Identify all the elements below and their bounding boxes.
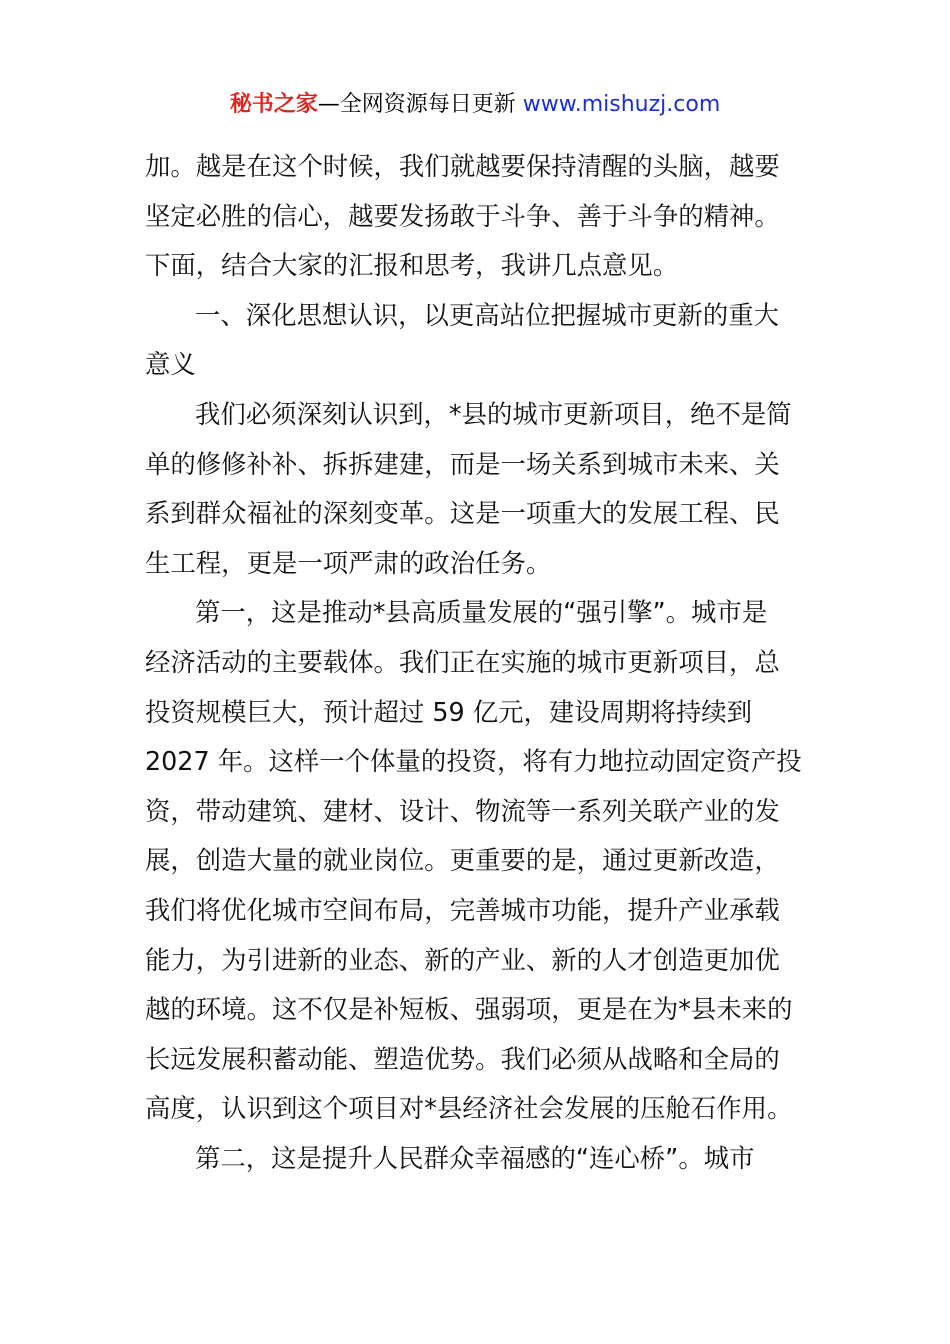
header-slogan: —全网资源每日更新 — [317, 92, 516, 117]
text-line: 第二，这是提升人民群众幸福感的“连心桥”。城市 — [195, 1142, 755, 1173]
text-line: 生工程，更是一项严肃的政治任务。 — [145, 547, 552, 578]
document-body — [145, 142, 807, 1183]
text-line: 一、深化思想认识，以更高站位把握城市更新的重大 — [195, 299, 779, 330]
text-line: 第一，这是推动*县高质量发展的“强引擎”。城市是 — [195, 597, 768, 628]
text-line: 加。越是在这个时候，我们就越要保持清醒的头脑，越要 — [145, 151, 780, 181]
text-line: 投资规模巨大，预计超过 59 亿元，建设周期将持续到 — [145, 696, 753, 727]
text-line: 经济活动的主要载体。我们正在实施的城市更新项目，总 — [145, 646, 780, 677]
text-line: 我们将优化城市空间布局，完善城市功能，提升产业承载 — [145, 894, 780, 925]
text-line: 坚定必胜的信心，越要发扬敢于斗争、善于斗争的精神。 — [145, 200, 780, 231]
text-line: 意义 — [145, 349, 196, 380]
text-line: 越的环境。这不仅是补短板、强弱项，更是在为*县未来的 — [145, 994, 793, 1025]
text-line: 系到群众福祉的深刻变革。这是一项重大的发展工程、民 — [145, 498, 780, 529]
site-url[interactable]: www.mishuzj.com — [522, 92, 721, 117]
text-line: 下面，结合大家的汇报和思考，我讲几点意见。 — [145, 250, 679, 281]
page-header — [0, 88, 950, 122]
text-line: 单的修修补补、拆拆建建，而是一场关系到城市未来、关 — [145, 448, 780, 479]
brand-name: 秘书之家 — [229, 92, 318, 117]
text-line: 我们必须深刻认识到，*县的城市更新项目，绝不是简 — [195, 398, 792, 429]
text-line: 高度，认识到这个项目对*县经济社会发展的压舱石作用。 — [145, 1093, 793, 1124]
text-line: 2027 年。这样一个体量的投资，将有力地拉动固定资产投 — [145, 746, 802, 777]
text-line: 资，带动建筑、建材、设计、物流等一系列关联产业的发 — [145, 795, 780, 826]
text-line: 展，创造大量的就业岗位。更重要的是，通过更新改造， — [145, 845, 780, 876]
text-line: 长远发展积蓄动能、塑造优势。我们必须从战略和全局的 — [145, 1043, 780, 1074]
text-line: 能力，为引进新的业态、新的产业、新的人才创造更加优 — [145, 944, 780, 975]
